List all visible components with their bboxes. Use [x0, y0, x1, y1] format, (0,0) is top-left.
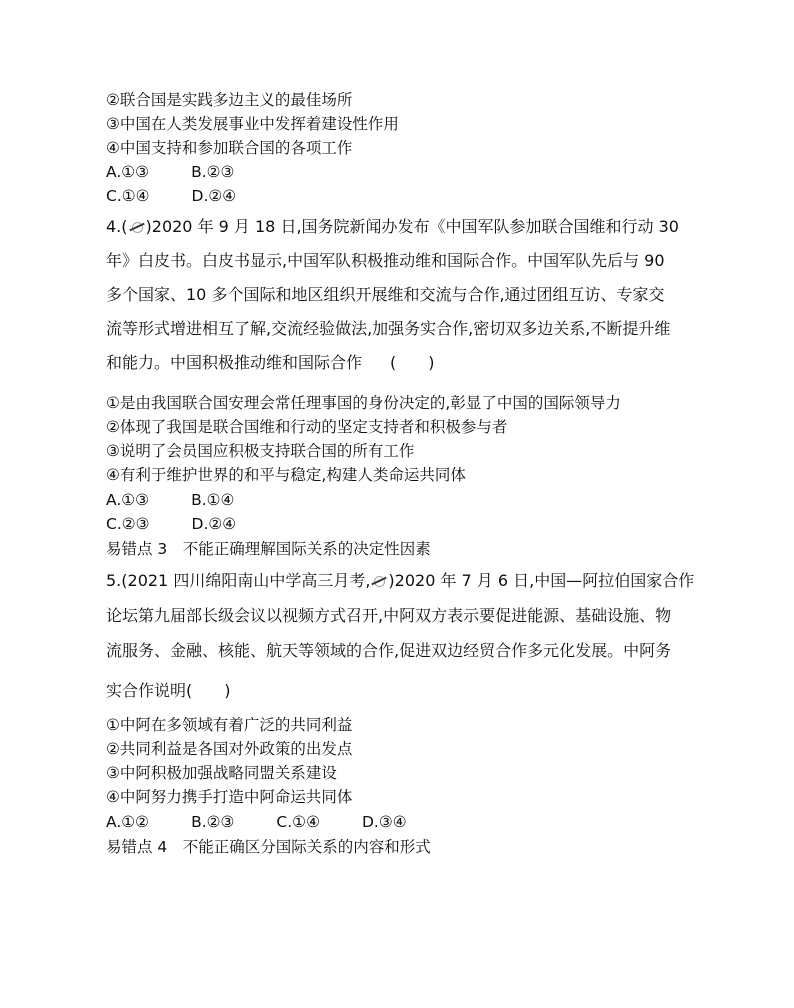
q3-answer-a[interactable]: A.①③	[106, 163, 150, 181]
error-point-3-heading: 易错点 3 不能正确理解国际关系的决定性因素	[106, 540, 431, 558]
q4-stem-text-1: )2020 年 9 月 18 日,国务院新闻办发布《中国军队参加联合国维和行动 30	[145, 217, 679, 236]
q4-stem-line-1	[106, 217, 679, 237]
q4-answers-cd	[106, 514, 236, 534]
q4-answers-ab	[106, 490, 234, 510]
q4-answer-d[interactable]: D.②④	[191, 515, 237, 533]
error-point-4-heading: 易错点 4 不能正确区分国际关系的内容和形式	[106, 838, 431, 856]
q5-answer-d[interactable]: D.③④	[361, 813, 407, 831]
q4-option-2: ②体现了我国是联合国维和行动的坚定支持者和积极参与者	[106, 418, 508, 436]
q5-option-1: ①中阿在多领域有着广泛的共同利益	[106, 716, 353, 734]
q3-answer-b[interactable]: B.②③	[191, 163, 235, 181]
q4-stem-line-4: 流等形式增进相互了解,交流经验做法,加强务实合作,密切双多边关系,不断提升维	[106, 319, 671, 338]
q5-number-source: 5.(2021 四川绵阳南山中学高三月考,	[106, 571, 371, 590]
q4-option-1: ①是由我国联合国安理会常任理事国的身份决定的,彰显了中国的国际领导力	[106, 394, 621, 412]
q4-option-4: ④有利于维护世界的和平与稳定,构建人类命运共同体	[106, 466, 466, 484]
q5-option-4: ④中阿努力携手打造中阿命运共同体	[106, 788, 353, 806]
q3-answer-d[interactable]: D.②④	[191, 187, 237, 205]
q4-option-3: ③说明了会员国应积极支持联合国的所有工作	[106, 442, 415, 460]
q5-answer-b[interactable]: B.②③	[191, 813, 235, 831]
q4-stem-text-5: 和能力。中国积极推动维和国际合作	[106, 353, 363, 372]
q5-option-3: ③中阿积极加强战略同盟关系建设	[106, 764, 337, 782]
q4-answer-a[interactable]: A.①③	[106, 491, 150, 509]
difficulty-star-icon	[370, 575, 388, 587]
q4-answer-blank[interactable]: ( )	[390, 353, 435, 372]
q5-answers	[106, 812, 407, 832]
q3-answers-ab	[106, 162, 234, 182]
q5-stem-line-2: 论坛第九届部长级会议以视频方式召开,中阿双方表示要促进能源、基础设施、物	[106, 606, 672, 625]
q3-option-3: ③中国在人类发展事业中发挥着建设性作用	[106, 115, 399, 133]
q4-answer-c[interactable]: C.②③	[106, 515, 150, 533]
q3-option-4: ④中国支持和参加联合国的各项工作	[106, 139, 353, 157]
q4-stem-line-2: 年》白皮书。白皮书显示,中国军队积极推动维和国际合作。中国军队先后与 90	[106, 251, 665, 270]
q5-stem-text-1: )2020 年 7 月 6 日,中国—阿拉伯国家合作	[388, 571, 695, 590]
q3-answers-cd	[106, 186, 236, 206]
q5-answer-a[interactable]: A.①②	[106, 813, 150, 831]
q4-number: 4.(	[106, 217, 128, 236]
q4-stem-line-5	[106, 353, 435, 373]
q5-answer-c[interactable]: C.①④	[276, 813, 320, 831]
q3-option-2: ②联合国是实践多边主义的最佳场所	[106, 91, 353, 109]
q5-stem-line-1	[106, 571, 694, 591]
q5-option-2: ②共同利益是各国对外政策的出发点	[106, 740, 353, 758]
q5-stem-line-4: 实合作说明( )	[106, 681, 231, 700]
difficulty-star-icon	[128, 221, 146, 233]
q4-answer-b[interactable]: B.①④	[191, 491, 235, 509]
q4-stem-line-3: 多个国家、10 多个国际和地区组织开展维和交流与合作,通过团组互访、专家交	[106, 285, 665, 304]
q3-answer-c[interactable]: C.①④	[106, 187, 150, 205]
q5-stem-line-3: 流服务、金融、核能、航天等领域的合作,促进双边经贸合作多元化发展。中阿务	[106, 641, 672, 660]
